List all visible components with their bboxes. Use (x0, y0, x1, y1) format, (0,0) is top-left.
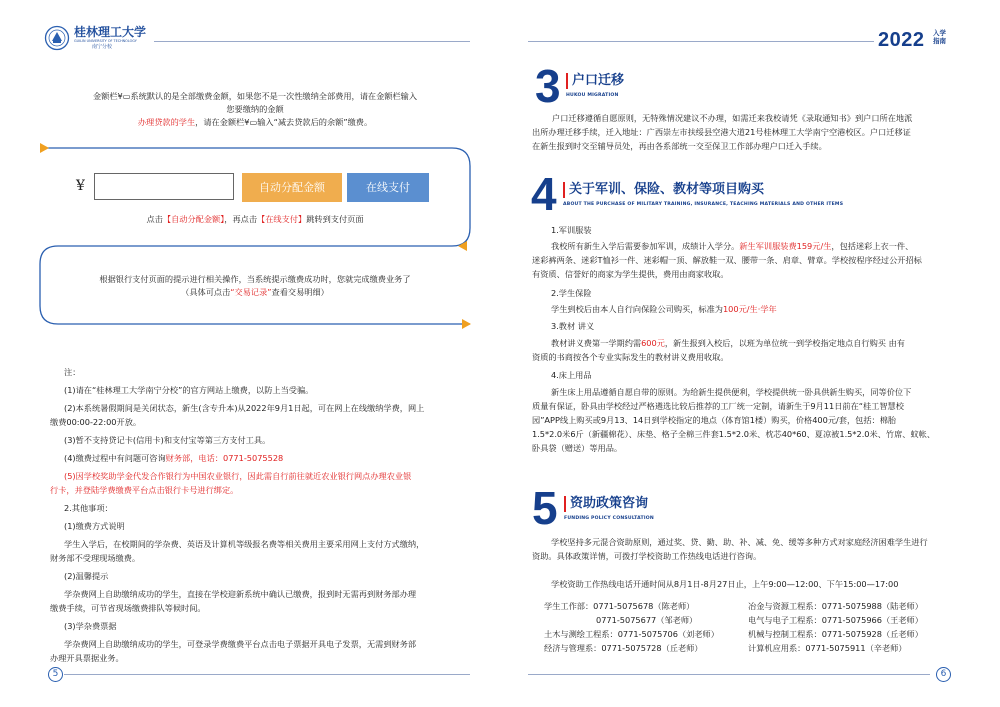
sec3-line-1: 户口迁移遵循自愿原则，无特殊情况建议不办理，如需迁来我校请凭《录取通知书》到户口所在地派 (552, 113, 913, 123)
sec4-p1a-pre: 我校所有新生入学后需要参加军训，成绩计入学分。 (551, 241, 740, 251)
sec4-p4a: 新生床上用品遵循自愿自带的原则。为给新生提供便利，学校提供统一卧具供新生购买，同等价位下 (551, 387, 912, 397)
note-5b: 行卡，并登陆学费缴费平台点击银行卡号进行绑定。 (50, 485, 239, 495)
section-3-bar (566, 73, 568, 89)
section-4-title: 关于军训、保险、教材等项目购买 (569, 182, 765, 197)
sec4-textbook-fee: 600元 (641, 338, 665, 348)
sec4-h3: 3.教材 讲义 (551, 321, 595, 331)
other-s3-title: (3)学杂费票据 (64, 621, 117, 631)
intro-loan-student: 办理贷款的学生 (137, 117, 196, 127)
hint-pre: 点击 (146, 214, 163, 224)
sec4-p1c: 有资质、信誉好的商家为学生提供，费用由商家收取。 (532, 269, 729, 279)
note-2b: 缴费00:00-22:00开放。 (50, 417, 142, 427)
auto-allocate-button[interactable]: 自动分配金额 (242, 173, 342, 202)
sec4-p1a (551, 240, 913, 253)
other-s2a: 学杂费网上自助缴纳成功的学生，直接在学校迎新系统中确认已缴费，报到时无需再到财务部办理 (64, 589, 417, 599)
note-4-phone: 财务部，电话：0771-5075528 (165, 453, 284, 463)
hint-auto: 【自动分配金额】 (162, 214, 225, 224)
flow-arrow-1 (40, 143, 49, 153)
other-s3a: 学杂费网上自助缴纳成功的学生，可登录学费缴费平台点击电子票据开具电子发票，无需到财务部 (64, 639, 417, 649)
note-4-pre: (4)缴费过程中有问题可咨询 (64, 453, 166, 463)
contact-right-4: 计算机应用系：0771-5075911（辛老师） (748, 643, 907, 653)
contact-left-3: 土木与测绘工程系：0771-5075706（刘老师） (544, 629, 719, 639)
footer-rule-left (64, 674, 470, 675)
header-guide (933, 29, 946, 45)
sec3-line-3: 在新生报到时交至辅导员处，再由各系部统一交至保卫工作部办理户口迁入手续。 (532, 141, 827, 151)
sec4-h4: 4.床上用品 (551, 370, 592, 380)
section-4-number: 4 (531, 168, 557, 220)
section-3-number: 3 (535, 60, 561, 112)
footer-rule-right (528, 674, 930, 675)
flow-arrow-2 (458, 241, 467, 251)
other-s3b: 办理开具票据业务。 (50, 653, 124, 663)
sec4-h2: 2.学生保险 (551, 288, 592, 298)
sec4-p4c: 园”APP线上购买或9月13、14日到学校指定的地点（体育馆1楼）购买，价格400元/套，包括：棉胎 (532, 415, 897, 425)
other-s1b: 财务部不受理现场缴费。 (50, 553, 141, 563)
sec4-h1: 1.军训服装 (551, 225, 592, 235)
contact-right-2: 电气与电子工程系：0771-5075966（王老师） (748, 615, 923, 625)
note-5a: (5)因学校奖助学金代发合作银行为中国农业银行，因此需自行前往就近农业银行网点办理农业银 (64, 471, 412, 481)
sec4-p4d: 1.5*2.0米6斤（新疆棉花）、床垫、格子全棉三件套1.5*2.0米、枕芯40*60、夏凉被1.5*2.0米、竹席、蚊帐、 (532, 429, 936, 439)
sec5-hours: 学校资助工作热线电话开通时间从8月1日-8月27日止，上午9:00—12:00、下午15:00—17:00 (551, 579, 899, 589)
guide-line1: 入学 (933, 29, 946, 37)
sec4-uniform-fee: 新生军训服装费159元/生 (739, 241, 832, 251)
hint-post: 跳转到支付页面 (306, 214, 364, 224)
intro-loan-rest: ，请在金额栏¥▭输入“减去贷款后的余额”缴费。 (195, 117, 373, 127)
page-number-left: 5 (48, 667, 63, 682)
sec4-p2-pre: 学生到校后由本人自行向保险公司购买，标准为 (551, 304, 723, 314)
sec4-p3a-post: ，新生报到入校后，以班为单位统一到学校指定地点自行购买 由有 (664, 338, 905, 348)
other-s1a: 学生入学后，在校期间的学杂费、英语及计算机等级报名费等相关费用主要采用网上支付方式缴纳， (64, 539, 425, 549)
note-3: (3)暂不支持贷记卡(信用卡)和支付宝等第三方支付工具。 (64, 435, 271, 445)
note-1: (1)请在“桂林理工大学南宁分校”的官方网站上缴费，以防上当受骗。 (64, 385, 314, 395)
section-4-bar (563, 182, 565, 198)
sec4-insurance-fee: 100元/生·学年 (722, 304, 777, 314)
sec4-p3b: 资质的书商按各个专业实际发生的教材讲义费用收取。 (532, 352, 729, 362)
section-5-bar (564, 496, 566, 512)
sec4-p3a (551, 337, 905, 350)
result-transaction-link[interactable]: “交易记录” (230, 287, 272, 297)
result-line-1: 根据银行支付页面的提示进行相关操作，当系统提示缴费成功时，您就完成缴费业务了 (99, 274, 411, 284)
note-4 (64, 452, 283, 465)
sec5-line-2: 资助。具体政策详情，可拨打学校资助工作热线电话进行咨询。 (532, 551, 762, 561)
sec5-line-1: 学校坚持多元混合资助原则，通过奖、贷、勤、助、补、减、免、缓等多种方式对家庭经济困难学生进行 (551, 537, 928, 547)
other-title: 2.其他事项： (64, 503, 113, 513)
sec3-line-2: 出所办理迁移手续，迁入地址：广西崇左市扶绥县空港大道21号桂林理工大学南宁空港校区。户口迁移证 (532, 127, 911, 137)
sec4-p2 (551, 303, 777, 316)
note-2a: (2)本系统暑假期间是关闭状态，新生(含专升本)从2022年9月1日起，可在网上在线缴纳学费，网上 (64, 403, 425, 413)
result-post: 查看交易明细） (271, 287, 329, 297)
logo-campus: 南宁分校 (92, 44, 113, 50)
amount-input[interactable] (94, 173, 234, 200)
other-s2b: 缴费手续，可节省现场缴费排队等候时间。 (50, 603, 206, 613)
sec4-p4b: 质量有保证，卧具由学校经过严格遴选比较后推荐的工厂统一定制，请新生于9月11日前在“桂工智慧校 (532, 401, 904, 411)
guide-line2: 指南 (933, 37, 946, 45)
notes-title: 注： (64, 367, 81, 377)
header-year: 2022 (878, 29, 925, 51)
result-line-2 (40, 286, 470, 299)
sec4-p3a-pre: 教材讲义费第一学期约需 (551, 338, 642, 348)
contact-left-1: 学生工作部：0771-5075678（陈老师） (544, 601, 695, 611)
intro-line-2: 您要缴纳的金额 (226, 104, 284, 114)
online-pay-button[interactable]: 在线支付 (347, 173, 429, 202)
sec4-p4e: 卧具袋（赠送）等用品。 (532, 443, 623, 453)
section-4-subtitle: ABOUT THE PURCHASE OF MILITARY TRAINING, INSURANCE, TEACHING MATERIALS AND OTHER ITEMS (563, 202, 844, 207)
hint-mid: ，再点击 (224, 214, 258, 224)
section-5-subtitle: FUNDING POLICY CONSULTATION (564, 516, 654, 521)
payment-hint (40, 213, 470, 226)
contact-left-4: 经济与管理系：0771-5075728（丘老师） (544, 643, 703, 653)
currency-symbol: ¥ (76, 178, 85, 194)
other-s1-title: (1)缴费方式说明 (64, 521, 125, 531)
hint-pay: 【在线支付】 (257, 214, 307, 224)
result-pre: （具体可点击 (181, 287, 231, 297)
page-number-right: 6 (936, 667, 951, 682)
flow-arrow-3 (462, 319, 471, 329)
section-3-title: 户口迁移 (572, 73, 625, 88)
section-3-subtitle: HUKOU MIGRATION (566, 93, 619, 98)
header-rule-right (528, 41, 874, 42)
sec4-p1b: 迷彩裤两条、迷彩T恤衫一件、迷彩帽一顶、解放鞋一双、腰带一条、肩章、臂章。学校按程序经过公开招标 (532, 255, 922, 265)
logo-name-en: GUILIN UNIVERSITY OF TECHNOLOGY (74, 39, 137, 43)
contact-right-3: 机械与控制工程系：0771-5075928（丘老师） (748, 629, 923, 639)
contact-right-1: 冶金与资源工程系：0771-5075988（陆老师） (748, 601, 923, 611)
other-s2-title: (2)温馨提示 (64, 571, 109, 581)
intro-line-1: 金额栏¥▭系统默认的是全部缴费金额，如果您不是一次性缴纳全部费用，请在金额栏输入 (92, 91, 418, 101)
logo-name-cn: 桂林理工大学 (74, 25, 147, 39)
section-5-number: 5 (532, 482, 558, 534)
contact-left-2: 0771-5075677（邹老师） (596, 615, 698, 625)
sec4-p1a-post: ，包括迷彩上衣一件、 (831, 241, 914, 251)
section-5-title: 资助政策咨询 (570, 496, 649, 511)
